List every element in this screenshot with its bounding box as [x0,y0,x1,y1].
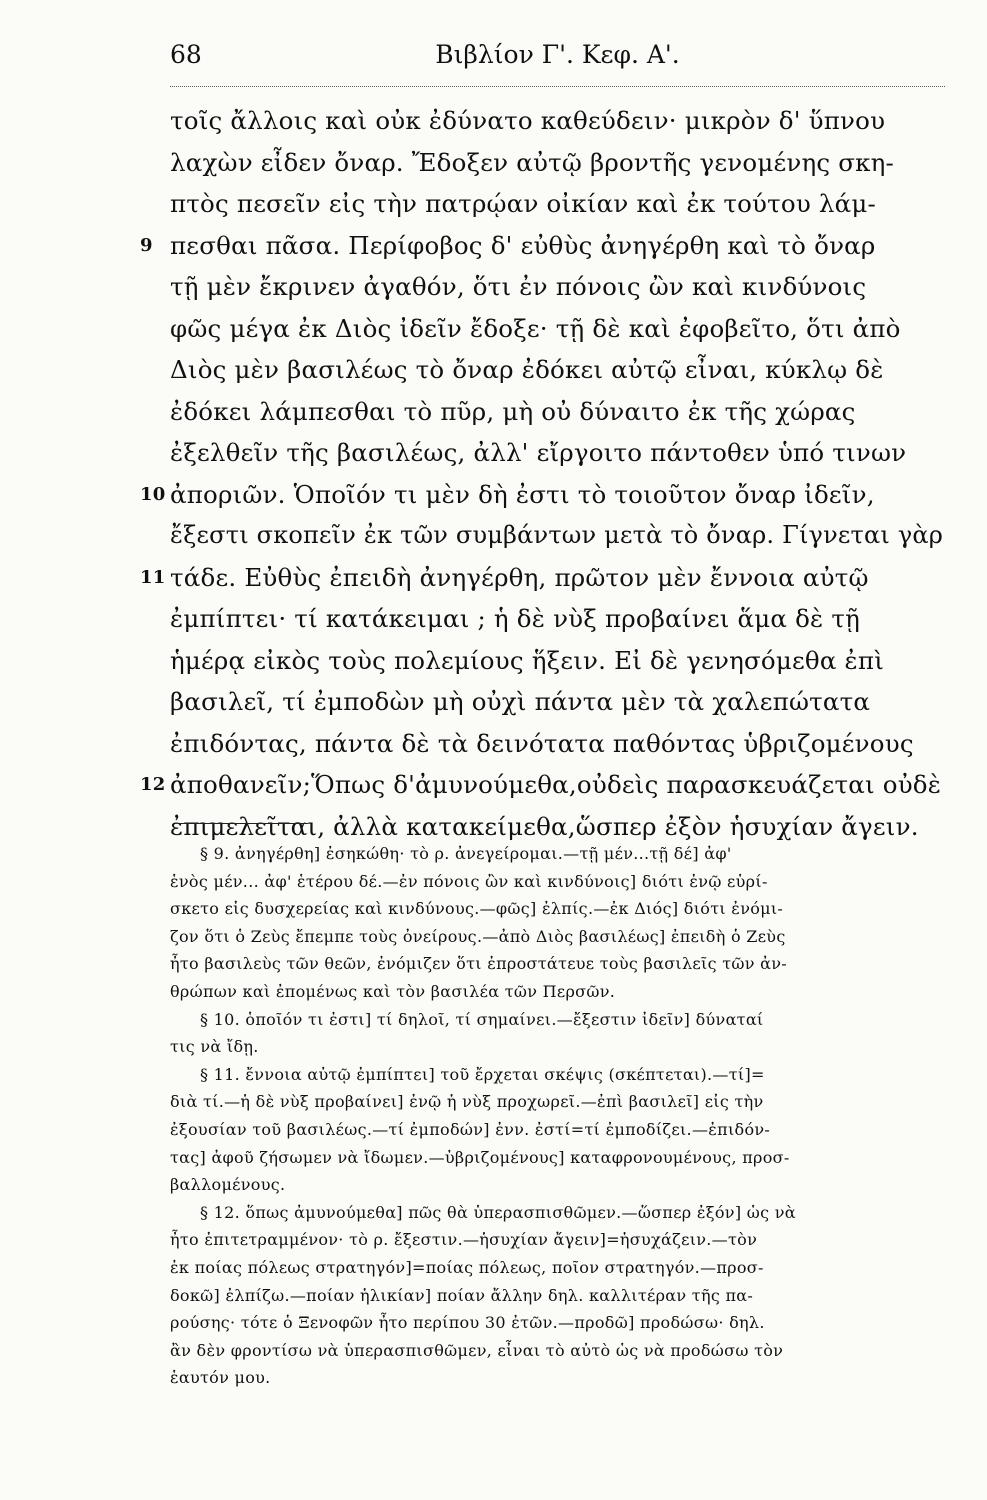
running-title: Βιβλίον Γ'. Κεφ. Α'. [435,40,680,69]
main-text [140,100,945,847]
line-text: ἀποθανεῖν;Ὅπως δ'ἀμυνούμεθα,οὐδεὶς παρασκευάζεται οὐδὲ [170,770,942,799]
text-line [170,349,945,391]
footnote-line: σκετο εἰς δυσχερείας καὶ κινδύνους.—φῶς] ἐλπίς.—ἐκ Διός] διότι ἐνόμι- [170,899,784,919]
text-line [170,266,945,308]
line-text: βασιλεῖ, τί ἐμποδὼν μὴ οὐχὶ πάντα μὲν τὰ χαλεπώτατα [170,687,871,716]
footnote-line: ἐξουσίαν τοῦ βασιλέως.—τί ἐμποδών] ἐνν. ἐστί=τί ἐμποδίζει.—ἐπιδόν- [170,1119,771,1139]
line-text: λαχὼν εἶδεν ὄναρ. Ἔδοξεν αὐτῷ βροντῆς γενομένης σκη- [170,147,895,177]
line-text: τῇ μὲν ἔκρινεν ἀγαθόν, ὅτι ἐν πόνοις ὢν καὶ κινδύνοις [170,272,867,301]
text-line [170,515,945,557]
text-line [140,225,945,267]
line-text: ἀποριῶν. Ὁποῖόν τι μὲν δὴ ἐστι τὸ τοιοῦτον ὄναρ ἰδεῖν, [170,479,875,509]
text-line [170,308,945,350]
footnote-line: τις νὰ ἴδῃ. [170,1037,259,1057]
footnote-line: θρώπων καὶ ἐπομένως καὶ τὸν βασιλέα τῶν Περσῶν. [170,981,616,1001]
line-text: Διὸς μὲν βασιλέως τὸ ὄναρ ἐδόκει αὐτῷ εἶναι, κύκλῳ δὲ [170,355,884,384]
footnote-line: § 12. ὅπως ἀμυνούμεθα] πῶς θὰ ὑπερασπισθῶμεν.—ὥσπερ ἐξόν] ὡς νὰ [200,1202,796,1222]
footnote-line: βαλλομένους. [170,1175,286,1195]
text-line [170,100,945,142]
footnote-line: § 9. ἀνηγέρθη] ἐσηκώθη· τὸ ρ. ἀνεγείρομαι.—τῇ μέν...τῇ δέ] ἀφ' [200,844,732,863]
line-text: ἐπιδόντας, πάντα δὲ τὰ δεινότατα παθόντας ὑβριζομένους [170,728,914,758]
section-number: 11 [140,566,166,588]
text-line [170,681,945,723]
page-header [170,40,945,80]
line-text: τοῖς ἄλλοις καὶ οὐκ ἐδύνατο καθεύδειν· μικρὸν δ' ὕπνου [170,106,886,135]
text-line [170,391,945,433]
text-line [140,557,945,599]
section-number: 9 [140,234,153,256]
footnote-divider [178,823,308,824]
footnote-line: ἑαυτόν μου. [170,1368,271,1388]
footnote-line: ἦτο βασιλεὺς τῶν θεῶν, ἐνόμιζεν ὅτι ἐπροστάτευε τοὺς βασιλεῖς τῶν ἀν- [170,954,787,974]
line-text: φῶς μέγα ἐκ Διὸς ἰδεῖν ἔδοξε· τῇ δὲ καὶ ἐφοβεῖτο, ὅτι ἀπὸ [170,313,901,343]
footnote-line: διὰ τί.—ἡ δὲ νὺξ προβαίνει] ἐνῷ ἡ νὺξ προχωρεῖ.—ἐπὶ βασιλεῖ] εἰς τὴν [170,1092,764,1112]
line-text: ἔξεστι σκοπεῖν ἐκ τῶν συμβάντων μετὰ τὸ ὄναρ. Γίγνεται γὰρ [170,521,944,549]
section-number: 12 [140,774,166,795]
line-text: ἐξελθεῖν τῆς βασιλέως, ἀλλ' εἴργοιτο πάντοθεν ὑπό τινων [170,438,907,467]
footnote-line: ἂν δὲν φροντίσω νὰ ὑπερασπισθῶμεν, εἶναι τὸ αὐτὸ ὡς νὰ προδώσω τὸν [170,1340,784,1360]
footnote-line: ρούσης· τότε ὁ Ξενοφῶν ἦτο περίπου 30 ἐτῶν.—προδῶ] προδώσω· δηλ. [170,1313,765,1333]
text-line [140,764,945,806]
text-line [170,723,945,765]
page-number: 68 [170,40,202,69]
line-text: ἐμπίπτει· τί κατάκειμαι ; ἡ δὲ νὺξ προβαίνει ἅμα δὲ τῇ [170,604,861,633]
text-line [170,432,945,474]
text-line [170,598,945,640]
line-text: τάδε. Εὐθὺς ἐπειδὴ ἀνηγέρθη, πρῶτον μὲν ἔννοια αὐτῷ [170,562,869,592]
footnote-line: ζον ὅτι ὁ Ζεὺς ἔπεμπε τοὺς ὀνείρους.—ἀπὸ Διὸς βασιλέως] ἐπειδὴ ὁ Ζεὺς [170,926,786,946]
footnote-line: ἑνὸς μέν... ἀφ' ἑτέρου δέ.—ἐν πόνοις ὢν καὶ κινδύνοις] διότι ἐνῷ εὑρί- [170,871,768,891]
footnote-line: ἦτο ἐπιτετραμμένον· τὸ ρ. ἔξεστιν.—ἡσυχίαν ἄγειν]=ἡσυχάζειν.—τὸν [170,1230,758,1250]
footnote-line: § 11. ἔννοια αὐτῷ ἐμπίπτει] τοῦ ἔρχεται σκέψις (σκέπτεται).—τί]= [200,1064,765,1084]
header-divider [170,86,945,87]
section-number: 10 [140,483,166,505]
line-text: ἡμέρᾳ εἰκὸς τοὺς πολεμίους ἥξειν. Εἰ δὲ γενησόμεθα ἐπὶ [170,645,885,675]
text-line [170,183,945,225]
footnote-line: ἐκ ποίας πόλεως στρατηγόν]=ποίας πόλεως, ποῖον στρατηγόν.—προσ- [170,1257,764,1277]
line-text: ἐπιμελεῖται, ἀλλὰ κατακείμεθα,ὥσπερ ἐξὸν ἡσυχίαν ἄγειν. [170,811,919,841]
footnote-line: τας] ἀφοῦ ζήσωμεν νὰ ἴδωμεν.—ὑβριζομένους] καταφρονουμένους, προσ- [170,1147,790,1167]
footnote-line: § 10. ὁποῖόν τι ἐστι] τί δηλοῖ, τί σημαίνει.—ἔξεστιν ἰδεῖν] δύναταί [200,1009,764,1029]
line-text: πεσθαι πᾶσα. Περίφοβος δ' εὐθὺς ἀνηγέρθη καὶ τὸ ὄναρ [170,230,876,260]
footnote-line: δοκῶ] ἐλπίζω.—ποίαν ἡλικίαν] ποίαν ἄλλην δηλ. καλλιτέραν τῆς πα- [170,1285,754,1305]
line-text: ἐδόκει λάμπεσθαι τὸ πῦρ, μὴ οὐ δύναιτο ἐκ τῆς χώρας [170,396,856,426]
footnotes [170,840,945,1392]
text-line [170,640,945,682]
text-line [170,142,945,184]
text-line [140,474,945,516]
line-text: πτὸς πεσεῖν εἰς τὴν πατρῴαν οἰκίαν καὶ ἐκ τούτου λάμ- [170,189,877,218]
